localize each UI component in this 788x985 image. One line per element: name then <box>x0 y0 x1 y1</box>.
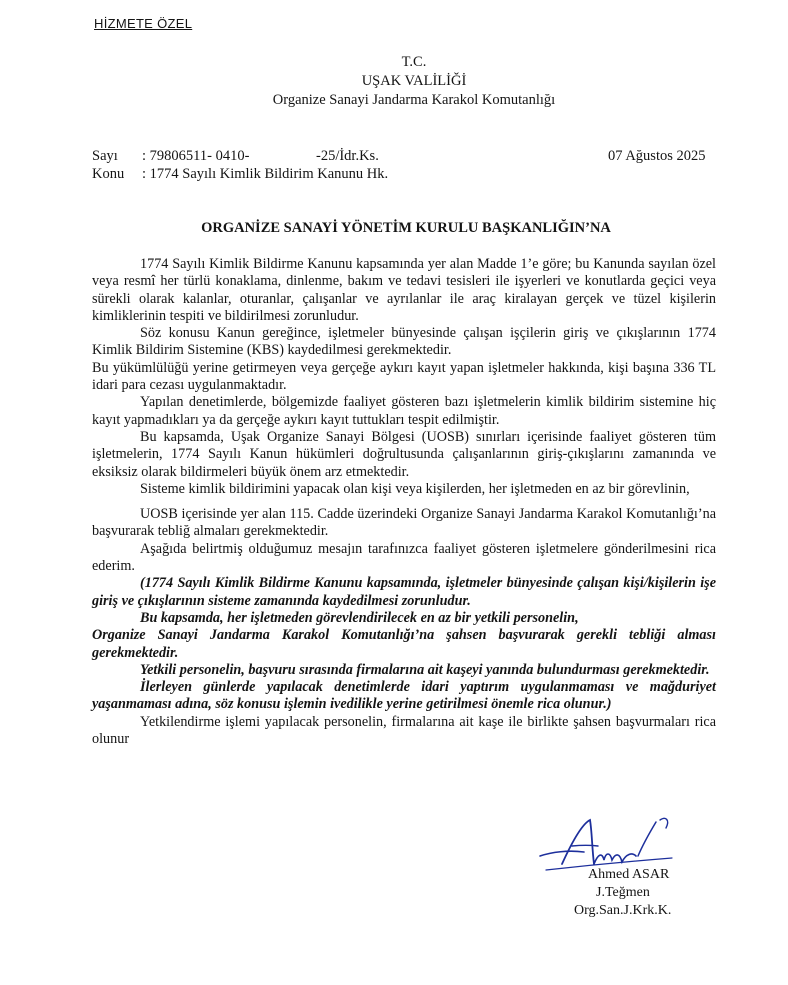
message-paragraph: İlerleyen günlerde yapılacak denetimlerde idari yaptırım uygulanmaması ve mağduriyet yaşanmaması adına, söz konusu işlemin ivedilikle yerine getirilmesi önemle rica olunur.) <box>92 679 716 713</box>
message-paragraph: Bu kapsamda, her işletmeden görevlendirilecek en az bir yetkili personelin, <box>140 609 579 626</box>
signatory-rank: J.Teğmen <box>596 885 650 900</box>
header-country: T.C. <box>401 54 427 70</box>
header-governorship: UŞAK VALİLİĞİ <box>361 73 467 89</box>
message-paragraph: Yetkili personelin, başvuru sırasında firmalarına ait kaşeyi yanında bulundurması gerekmektedir. <box>140 661 710 678</box>
letter-body <box>92 256 716 748</box>
body-paragraph: Yapılan denetimlerde, bölgemizde faaliyet gösteren bazı işletmelerin kimlik bildirim sistemine hiç kayıt yapmadıkları ya da gerçeğe aykırı kayıt tuttukları tespit edilmiştir. <box>92 394 716 428</box>
classification-label: HİZMETE ÖZEL <box>94 16 193 31</box>
signatory-name: Ahmed ASAR <box>588 867 670 882</box>
addressee-heading: ORGANİZE SANAYİ YÖNETİM KURULU BAŞKANLIĞIN’NA <box>201 220 611 236</box>
body-paragraph: Yetkilendirme işlemi yapılacak personelin, firmalarına ait kaşe ile birlikte şahsen başvurmaları rica olunur <box>92 713 716 748</box>
document-date: 07 Ağustos 2025 <box>608 148 706 164</box>
signatory-unit: Org.San.J.Krk.K. <box>574 903 672 918</box>
sayi-suffix: -25/İdr.Ks. <box>316 148 379 164</box>
message-paragraph: (1774 Sayılı Kimlik Bildirme Kanunu kapsamında, işletmeler bünyesinde çalışan kişi/kişilerin işe giriş ve çıkışlarının sisteme zamanında kaydedilmesi zorunludur. <box>92 575 716 609</box>
konu-value: : 1774 Sayılı Kimlik Bildirim Kanunu Hk. <box>142 166 389 182</box>
body-paragraph: Aşağıda belirtmiş olduğumuz mesajın tarafınızca faaliyet gösteren işletmelere gönderilmesini rica ederim. <box>92 540 716 575</box>
body-paragraph: UOSB içerisinde yer alan 115. Cadde üzerindeki Organize Sanayi Jandarma Karakol Komutanlığı’na başvurarak tebliğ almaları gerekmektedir. <box>92 506 716 540</box>
body-paragraph: 1774 Sayılı Kimlik Bildirme Kanunu kapsamında yer alan Madde 1’e göre; bu Kanunda sayılan özel veya resmî her türlü konaklama, dinlenme, bakım ve tedavi tesisleri ile işyerleri ve konutlarda geçici veya sürekli olarak kalanlar, oturanlar, çalışanlar ve ayrılanlar ile araç kiralayan gerçek ve tüzel kişilerin kimliklerinin tespiti ve bildirilmesi zorunludur. <box>92 256 716 324</box>
body-paragraph: Sisteme kimlik bildirimini yapacak olan kişi veya kişilerden, her işletmeden en az bir görevlinin, <box>140 480 690 497</box>
header-command: Organize Sanayi Jandarma Karakol Komutanlığı <box>272 92 556 108</box>
sayi-label: Sayı <box>92 148 118 164</box>
message-paragraph: Organize Sanayi Jandarma Karakol Komutanlığı’na şahsen başvurarak gerekli tebliği alması gerekmektedir. <box>92 627 716 661</box>
body-paragraph: Bu kapsamda, Uşak Organize Sanayi Bölgesi (UOSB) sınırları içerisinde faaliyet gösteren tüm işletmelerin, 1774 Sayılı Kanun hükümleri doğrultusunda çalışanlarının giriş-çıkışlarını zamanında ve eksiksiz olarak bildirmeleri büyük önem arz etmektedir. <box>92 428 716 480</box>
konu-label: Konu <box>92 166 125 182</box>
sayi-value: : 79806511- 0410- <box>142 148 250 164</box>
body-paragraph: Bu yükümlülüğü yerine getirmeyen veya gerçeğe aykırı kayıt yapan işletmeler hakkında, kişi başına 336 TL idari para cezası uygulanmaktadır. <box>92 359 716 394</box>
body-paragraph: Söz konusu Kanun gereğince, işletmeler bünyesinde çalışan işçilerin giriş ve çıkışlarının 1774 Kimlik Bildirim Sistemine (KBS) kaydedilmesi gerekmektedir. <box>92 325 716 359</box>
